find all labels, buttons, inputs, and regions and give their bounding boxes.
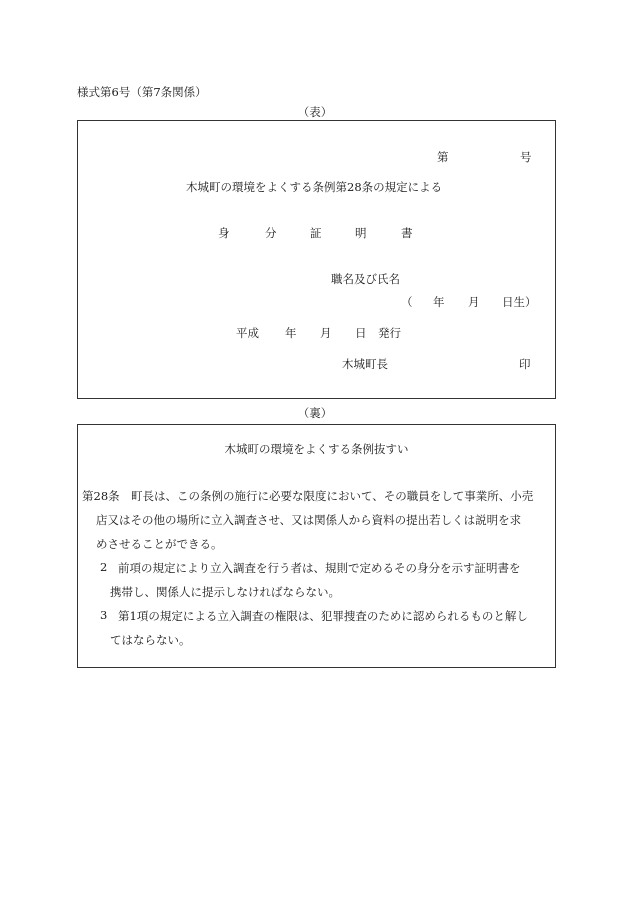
article-line-3: めさせることができる。 <box>96 537 223 551</box>
title-char-3: 証 <box>310 226 322 240</box>
paragraph-3-line-2: てはならない。 <box>110 633 191 647</box>
paragraph-3-line-1: 第1項の規定による立入調査の権限は、犯罪捜査のために認められるものと解し <box>118 609 528 623</box>
birth-open: （ <box>401 295 413 309</box>
number-go: 号 <box>520 150 532 164</box>
issuer: 木城町長 <box>342 357 388 371</box>
issue-year: 年 <box>285 326 297 340</box>
issue-day: 日 <box>355 326 367 340</box>
paragraph-2-number: 2 <box>100 560 108 574</box>
issue-era: 平成 <box>236 326 259 340</box>
number-dai: 第 <box>437 150 449 164</box>
seal-mark: 印 <box>519 357 531 371</box>
front-caption: （表） <box>297 105 333 119</box>
front-card <box>77 120 556 399</box>
title-char-2: 分 <box>265 226 277 240</box>
birth-day: 日生） <box>502 295 537 309</box>
article-number: 第28条 <box>82 489 120 503</box>
form-label: 様式第6号（第7条関係） <box>77 85 207 99</box>
paragraph-2-line-2: 携帯し、関係人に提示しなければならない。 <box>110 585 340 599</box>
issue-label: 発行 <box>378 326 401 340</box>
paragraph-3-number: 3 <box>100 608 108 622</box>
title-char-5: 書 <box>401 226 413 240</box>
name-label: 職名及び氏名 <box>331 272 400 286</box>
title-char-1: 身 <box>218 226 230 240</box>
issue-month: 月 <box>320 326 332 340</box>
birth-year: 年 <box>433 295 445 309</box>
title-char-4: 明 <box>355 226 367 240</box>
back-heading: 木城町の環境をよくする条例抜すい <box>224 442 409 456</box>
back-caption: （裏） <box>297 406 333 420</box>
article-line-2: 店又はその他の場所に立入調査させ、又は関係人から資料の提出若しくは説明を求 <box>96 513 522 527</box>
paragraph-2-line-1: 前項の規定により立入調査を行う者は、規則で定めるその身分を示す証明書を <box>118 561 521 575</box>
birth-month: 月 <box>468 295 480 309</box>
article-line-1: 町長は、この条例の施行に必要な限度において、その職員をして事業所、小売 <box>131 489 534 503</box>
basis-text: 木城町の環境をよくする条例第28条の規定による <box>186 180 443 194</box>
